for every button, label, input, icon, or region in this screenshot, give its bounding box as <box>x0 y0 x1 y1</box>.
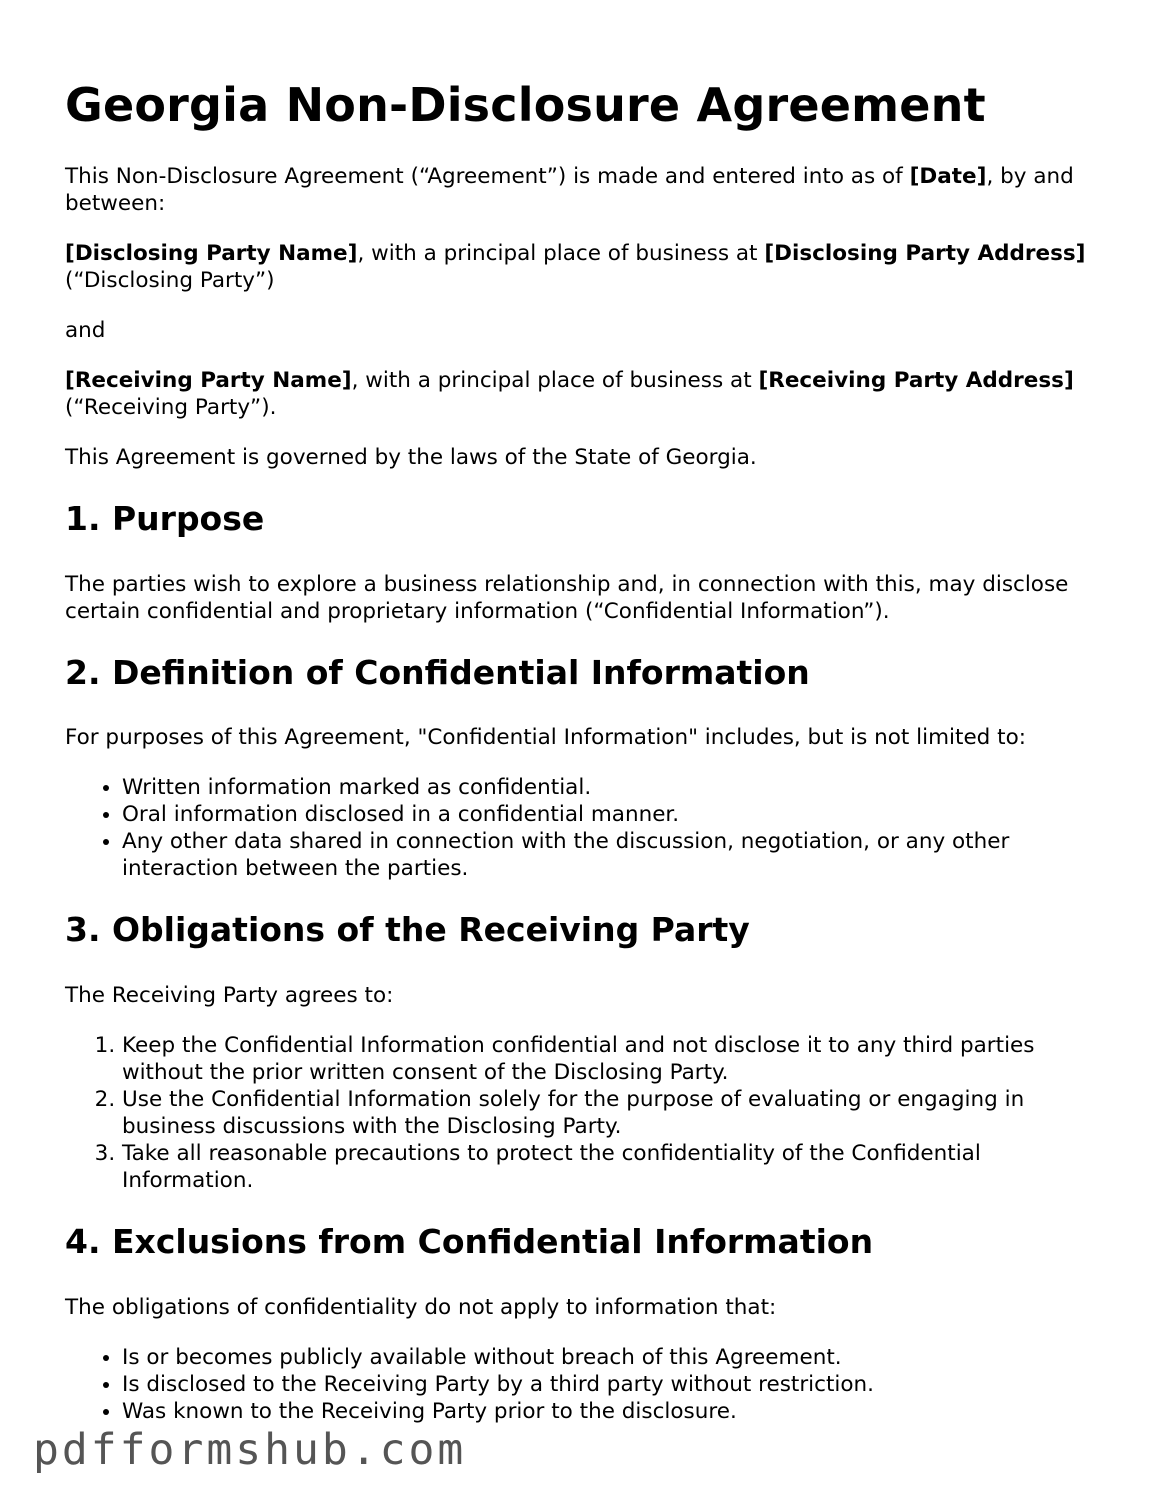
intro-paragraph <box>65 163 1105 217</box>
list-item: • Written information marked as confidential. <box>122 774 1105 801</box>
section-purpose-heading: 1. Purpose <box>65 499 265 539</box>
section-obligations-text: The Receiving Party agrees to: <box>65 982 394 1008</box>
intro-text-before-date: This Non-Disclosure Agreement (“Agreement”) is made and entered into as of <box>65 164 910 190</box>
list-item: 3. Take all reasonable precautions to protect the confidentiality of the Confidential Information. <box>122 1140 1105 1194</box>
disclosing-party-suffix: (“Disclosing Party”) <box>65 268 275 294</box>
section-definition-text: For purposes of this Agreement, "Confidential Information" includes, but is not limited to: <box>65 725 1026 751</box>
disclosing-party-name-placeholder: [Disclosing Party Name] <box>65 241 358 267</box>
intro-text-after-date: , by and between: <box>65 164 1074 217</box>
obligations-list <box>65 1032 1105 1194</box>
watermark: pdfformshub.com <box>33 1425 467 1475</box>
exclusions-list <box>65 1344 1105 1425</box>
list-item: • Any other data shared in connection with the discussion, negotiation, or any other interaction between the parties. <box>122 828 1105 882</box>
document-page <box>65 78 1105 1448</box>
receiving-party-middle-text: , with a principal place of business at <box>351 368 759 394</box>
list-item: 1. Keep the Confidential Information confidential and not disclose it to any third parties without the prior written consent of the Disclosing Party. <box>122 1032 1105 1086</box>
receiving-party-name-placeholder: [Receiving Party Name] <box>65 368 352 394</box>
list-item: • Oral information disclosed in a confidential manner. <box>122 801 1105 828</box>
list-item: • Was known to the Receiving Party prior to the disclosure. <box>122 1398 1105 1425</box>
section-purpose-text: The parties wish to explore a business relationship and, in connection with this, may disclose certain confidential and proprietary information (“Confidential Information”). <box>65 571 1069 624</box>
governing-law-paragraph: This Agreement is governed by the laws of the State of Georgia. <box>65 445 757 471</box>
section-exclusions-heading: 4. Exclusions from Confidential Information <box>65 1221 874 1261</box>
receiving-party-paragraph <box>65 367 1105 421</box>
receiving-party-address-placeholder: [Receiving Party Address] <box>758 368 1074 394</box>
receiving-party-suffix: (“Receiving Party”). <box>65 395 277 421</box>
disclosing-party-paragraph <box>65 240 1105 294</box>
definition-list <box>65 774 1105 882</box>
and-text: and <box>65 318 106 344</box>
date-placeholder: [Date] <box>909 164 987 190</box>
document-title: Georgia Non-Disclosure Agreement <box>65 78 986 132</box>
list-item: • Is or becomes publicly available without breach of this Agreement. <box>122 1344 1105 1371</box>
disclosing-party-address-placeholder: [Disclosing Party Address] <box>764 241 1086 267</box>
disclosing-party-middle-text: , with a principal place of business at <box>357 241 765 267</box>
list-item: • Is disclosed to the Receiving Party by a third party without restriction. <box>122 1371 1105 1398</box>
section-exclusions-text: The obligations of confidentiality do not apply to information that: <box>65 1294 777 1320</box>
section-obligations-heading: 3. Obligations of the Receiving Party <box>65 910 750 950</box>
section-definition-heading: 2. Definition of Confidential Information <box>65 652 810 692</box>
list-item: 2. Use the Confidential Information solely for the purpose of evaluating or engaging in business discussions with the Disclosing Party. <box>122 1086 1105 1140</box>
